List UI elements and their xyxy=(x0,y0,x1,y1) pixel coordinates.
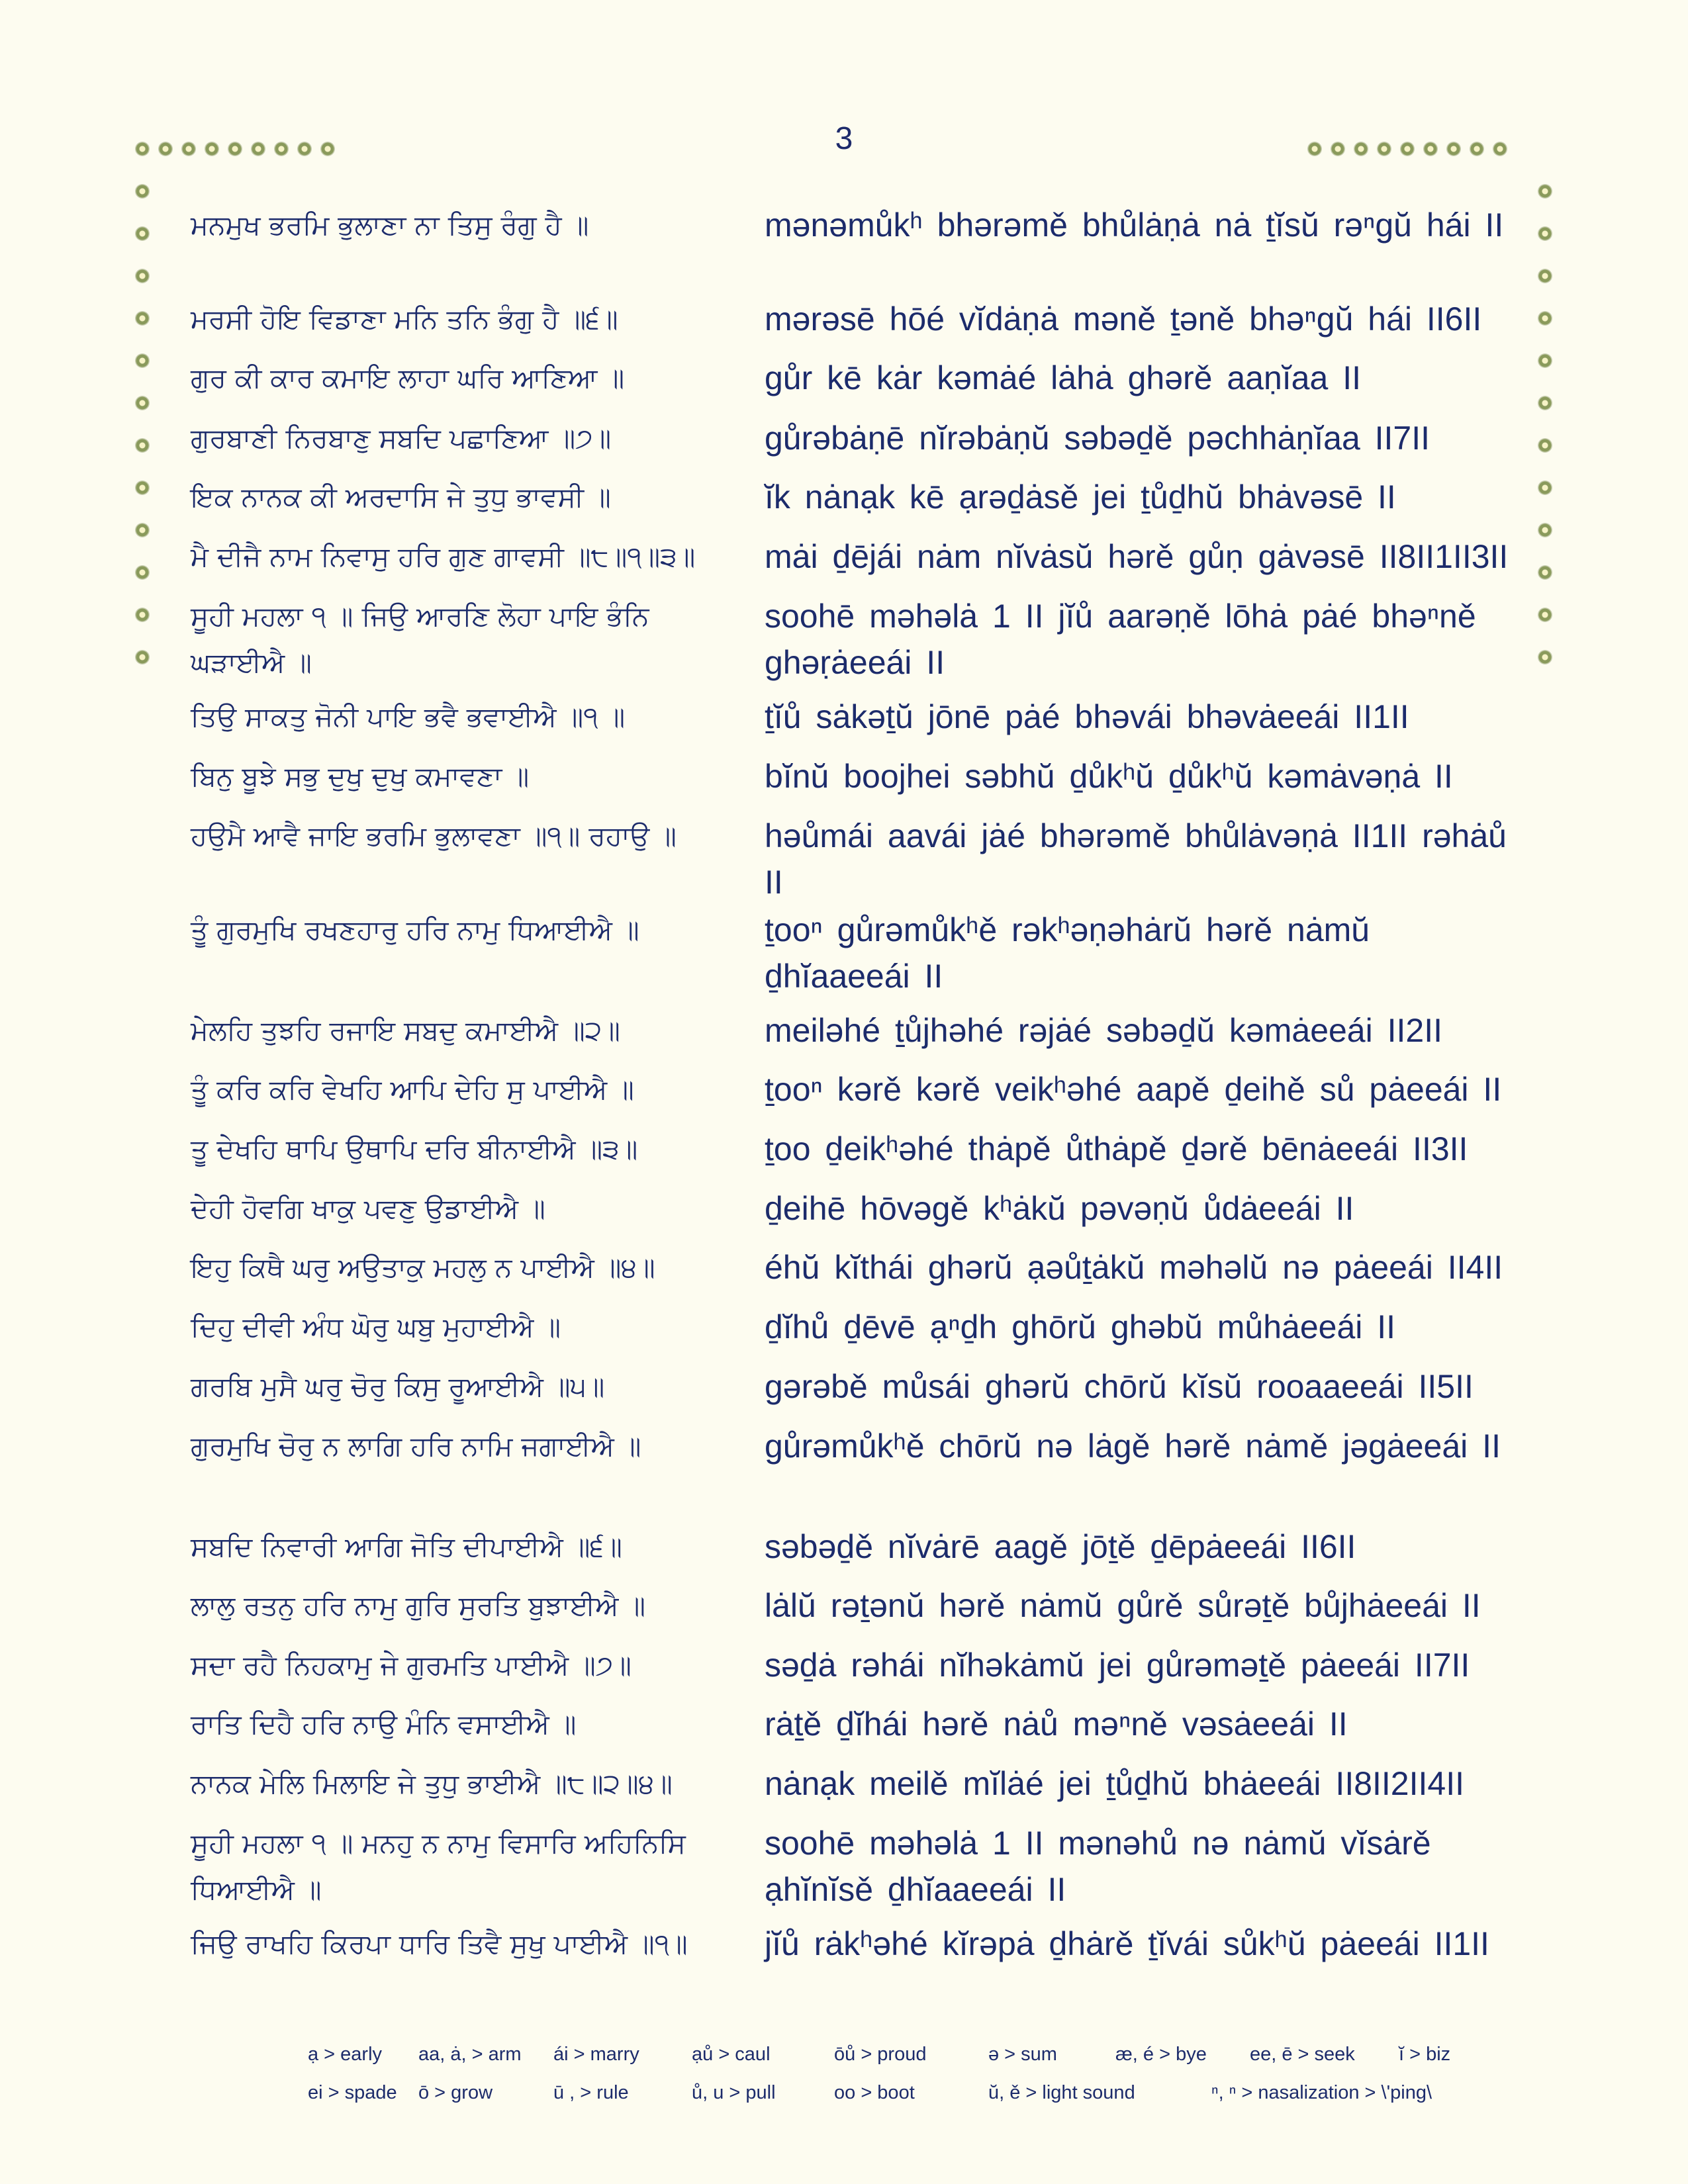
gurmukhi-text: ਜਿਉ ਰਾਖਹਿ ਕਿਰਪਾ ਧਾਰਿ ਤਿਵੈ ਸੁਖੁ ਪਾਈਐ ॥੧॥ xyxy=(191,1928,688,1960)
transliteration-text: həůmái aavái jȧé bhərəmě bhůlȧvəṇȧ II1II rəhȧů II xyxy=(765,817,1507,901)
transliteration-text: ṯoo ḏeikʰəhé thȧpě ůthȧpě ḏərě bēnȧeeái II3II xyxy=(765,1130,1468,1167)
transliteration-text: gůrəbȧṇē nĭrəbȧṇŭ səbəḏě pəchhȧṇĭaa II7II xyxy=(765,420,1430,457)
flower-ornament-icon xyxy=(1423,142,1438,156)
gurmukhi-text: ਗੁਰਮੁਖਿ ਚੋਰੁ ਨ ਲਾਗਿ ਹਰਿ ਨਾਮਿ ਜਗਾਈਐ ॥ xyxy=(191,1430,641,1462)
flower-ornament-icon xyxy=(1538,523,1552,537)
legend-item: ạů > caul xyxy=(692,2044,771,2065)
gurmukhi-text: ਤਿਉ ਸਾਕਤੁ ਜੋਨੀ ਪਾਇ ਭਵੈ ਭਵਾਈਐ ॥੧ ॥ xyxy=(191,701,626,733)
flower-ornament-icon xyxy=(135,353,150,368)
transliteration-text: ṯooⁿ gůrəmůkʰě rəkʰəṇəhȧrŭ hərě nȧmŭ ḏhĭaaeeái II xyxy=(765,911,1370,995)
flower-ornament-icon xyxy=(1354,142,1368,156)
gurmukhi-text: ਲਾਲੁ ਰਤਨੁ ਹਰਿ ਨਾਮੁ ਗੁਰਿ ਸੁਰਤਿ ਬੁਝਾਈਐ ॥ xyxy=(191,1590,646,1621)
flower-ornament-icon xyxy=(1538,311,1552,326)
legend-item: ō > grow xyxy=(418,2082,493,2103)
gurmukhi-text: ਸਬਦਿ ਨਿਵਾਰੀ ਆਗਿ ਜੋਤਿ ਦੀਪਾਈਐ ॥੬॥ xyxy=(191,1531,622,1563)
gurmukhi-text: ਸੂਹੀ ਮਹਲਾ ੧ ॥ ਜਿਉ ਆਰਣਿ ਲੋਹਾ ਪਾਇ ਭੰਨਿ ਘੜਾਈਐ ॥ xyxy=(191,600,649,678)
flower-ornament-icon xyxy=(1538,269,1552,283)
flower-ornament-icon xyxy=(228,142,242,156)
transliteration-text: soohē məhəlȧ 1 II jĭů aarəṇě lōhȧ pȧé bhəⁿně ghəṛȧeeái II xyxy=(765,598,1476,681)
gurmukhi-text: ਮਨਮੁਖ ਭਰਮਿ ਭੁਲਾਣਾ ਨਾ ਤਿਸੁ ਰੰਗੁ ਹੈ ॥ xyxy=(191,209,589,241)
transliteration-text: gůr kē kȧr kəmȧé lȧhȧ ghərě aaṇĭaa II xyxy=(765,359,1361,396)
legend-item: ⁿ, ⁿ > nasalization > \'ping\ xyxy=(1211,2082,1432,2103)
flower-ornament-icon xyxy=(1446,142,1461,156)
transliteration-text: gůrəmůkʰě chōrŭ nə lȧgě hərě nȧmě jəgȧeeái II xyxy=(765,1428,1501,1465)
transliteration-text: səḏȧ rəhái nĭhəkȧmŭ jei gůrəməṯě pȧeeái II7II xyxy=(765,1647,1470,1684)
gurmukhi-text: ਮੇਲਹਿ ਤੁਝਹਿ ਰਜਾਇ ਸਬਦੁ ਕਮਾਈਐ ॥੨॥ xyxy=(191,1015,620,1046)
gurmukhi-text: ਤੂੰ ਗੁਰਮੁਖਿ ਰਖਣਹਾਰੁ ਹਰਿ ਨਾਮੁ ਧਿਆਈਐ ॥ xyxy=(191,914,639,946)
transliteration-text: ḏĭhů ḏēvē ạⁿḏh ghōrŭ ghəbŭ můhȧeeái II xyxy=(765,1308,1396,1345)
transliteration-text: mənəmůkʰ bhərəmě bhůlȧṇȧ nȧ ṯĭsŭ rəⁿgŭ hái II xyxy=(765,206,1504,244)
transliteration-text: mȧi ḏējái nȧm nĭvȧsŭ hərě gůṇ gȧvəsē II8II1II3II xyxy=(765,538,1509,575)
legend-item: ōů > proud xyxy=(834,2044,927,2065)
transliteration-text: bĭnŭ boojhei səbhŭ ḏůkʰŭ ḏůkʰŭ kəmȧvəṇȧ II xyxy=(765,758,1453,795)
flower-ornament-icon xyxy=(135,396,150,410)
flower-ornament-icon xyxy=(1538,438,1552,453)
flower-ornament-icon xyxy=(135,226,150,241)
flower-ornament-icon xyxy=(135,142,150,156)
flower-ornament-icon xyxy=(1470,142,1484,156)
transliteration-text: nȧnạk meilě mĭlȧé jei ṯůḏhŭ bhȧeeái II8II2II4II xyxy=(765,1765,1464,1802)
flower-ornament-icon xyxy=(297,142,312,156)
flower-ornament-icon xyxy=(181,142,196,156)
flower-ornament-icon xyxy=(135,480,150,495)
flower-ornament-icon xyxy=(1538,226,1552,241)
flower-ornament-icon xyxy=(251,142,265,156)
flower-ornament-icon xyxy=(135,608,150,622)
flower-ornament-icon xyxy=(135,565,150,580)
flower-ornament-icon xyxy=(135,184,150,199)
transliteration-text: soohē məhəlȧ 1 II mənəhů nə nȧmŭ vĭsȧrě ạhĭnĭsě ḏhĭaaeeái II xyxy=(765,1825,1431,1908)
transliteration-text: mərəsē hōé vĭdȧṇȧ məně ṯəně bhəⁿgŭ hái II6II xyxy=(765,300,1482,338)
legend-item: ū , > rule xyxy=(553,2082,629,2103)
flower-ornament-icon xyxy=(1538,396,1552,410)
gurmukhi-text: ਦੇਹੀ ਹੋਵਗਿ ਖਾਕੁ ਪਵਣੁ ਉਡਾਈਐ ॥ xyxy=(191,1193,545,1224)
gurmukhi-text: ਇਕ ਨਾਨਕ ਕੀ ਅਰਦਾਸਿ ਜੇ ਤੁਧੁ ਭਾਵਸੀ ॥ xyxy=(191,481,611,513)
flower-ornament-icon xyxy=(1493,142,1507,156)
gurmukhi-text: ਗਰਬਿ ਮੁਸੈ ਘਰੁ ਚੋਰੁ ਕਿਸੁ ਰੂਆਈਐ ॥੫॥ xyxy=(191,1371,605,1402)
flower-ornament-icon xyxy=(320,142,335,156)
legend-item: ŭ, ě > light sound xyxy=(988,2082,1135,2103)
gurmukhi-text: ਹਉਮੈ ਆਵੈ ਜਾਇ ਭਰਮਿ ਭੁਲਾਵਣਾ ॥੧॥ ਰਹਾਉ ॥ xyxy=(191,820,677,852)
page-number: 3 xyxy=(835,121,853,156)
flower-ornament-icon xyxy=(274,142,289,156)
gurmukhi-text: ਦਿਹੁ ਦੀਵੀ ਅੰਧ ਘੋਰੁ ਘਬੁ ਮੁਹਾਈਐ ॥ xyxy=(191,1311,561,1343)
flower-ornament-icon xyxy=(135,523,150,537)
flower-ornament-icon xyxy=(158,142,173,156)
flower-ornament-icon xyxy=(1331,142,1345,156)
gurmukhi-text: ਸਦਾ ਰਹੈ ਨਿਹਕਾਮੁ ਜੇ ਗੁਰਮਤਿ ਪਾਈਐ ॥੭॥ xyxy=(191,1649,632,1681)
gurmukhi-text: ਬਿਨੁ ਬੂਝੇ ਸਭੁ ਦੁਖੁ ਦੁਖੁ ਕਮਾਵਣਾ ॥ xyxy=(191,760,530,792)
flower-ornament-icon xyxy=(1538,184,1552,199)
flower-ornament-icon xyxy=(1538,650,1552,664)
flower-ornament-icon xyxy=(1377,142,1391,156)
gurmukhi-text: ਗੁਰਬਾਣੀ ਨਿਰਬਾਣੁ ਸਬਦਿ ਪਛਾਣਿਆ ॥੭॥ xyxy=(191,422,612,454)
flower-ornament-icon xyxy=(135,269,150,283)
transliteration-text: ḏeihē hōvəgě kʰȧkŭ pəvəṇŭ ůdȧeeái II xyxy=(765,1190,1354,1227)
legend-item: æ, é > bye xyxy=(1115,2044,1207,2065)
legend-item: ee, ē > seek xyxy=(1250,2044,1355,2065)
flower-ornament-icon xyxy=(135,650,150,664)
legend-item: ů, u > pull xyxy=(692,2082,776,2103)
transliteration-text: gərəbě můsái ghərŭ chōrŭ kĭsŭ rooaaeeái II5II xyxy=(765,1368,1474,1405)
flower-ornament-icon xyxy=(1538,353,1552,368)
transliteration-text: jĭů rȧkʰəhé kĭrəpȧ ḏhȧrě ṯĭvái sůkʰŭ pȧeeái II1II xyxy=(765,1925,1489,1962)
flower-ornament-icon xyxy=(135,438,150,453)
flower-ornament-icon xyxy=(205,142,219,156)
legend-item: ạ > early xyxy=(308,2044,383,2065)
legend-item: aa, ȧ, > arm xyxy=(418,2044,522,2065)
flower-ornament-icon xyxy=(1538,565,1552,580)
transliteration-text: ṯooⁿ kərě kərě veikʰəhé aapě ḏeihě sů pȧeeái II xyxy=(765,1071,1502,1108)
gurmukhi-text: ਇਹੁ ਕਿਥੈ ਘਰੁ ਅਉਤਾਕੁ ਮਹਲੁ ਨ ਪਾਈਐ ॥੪॥ xyxy=(191,1251,655,1283)
transliteration-text: ĭk nȧnạk kē ạrəḏȧsě jei ṯůḏhŭ bhȧvəsē II xyxy=(765,478,1396,516)
gurmukhi-text: ਨਾਨਕ ਮੇਲਿ ਮਿਲਾਇ ਜੇ ਤੁਧੁ ਭਾਈਐ ॥੮॥੨॥੪॥ xyxy=(191,1768,673,1799)
transliteration-text: rȧṯě ḏĭhái hərě nȧů məⁿně vəsȧeeái II xyxy=(765,1706,1348,1743)
transliteration-text: lȧlŭ rəṯənŭ hərě nȧmŭ gůrě sůrəṯě bůjhȧeeái II xyxy=(765,1587,1481,1624)
transliteration-text: səbəḏě nĭvȧrē aagě jōṯě ḏēpȧeeái II6II xyxy=(765,1528,1356,1565)
gurmukhi-text: ਤੂੰ ਕਰਿ ਕਰਿ ਵੇਖਹਿ ਆਪਿ ਦੇਹਿ ਸੁ ਪਾਈਐ ॥ xyxy=(191,1073,634,1105)
flower-ornament-icon xyxy=(1538,608,1552,622)
legend-item: ái > marry xyxy=(553,2044,639,2065)
flower-ornament-icon xyxy=(1307,142,1322,156)
legend-item: ĭ > biz xyxy=(1399,2044,1451,2065)
flower-ornament-icon xyxy=(135,311,150,326)
legend-item: ə > sum xyxy=(988,2044,1057,2065)
flower-ornament-icon xyxy=(1400,142,1415,156)
gurmukhi-text: ਮੈ ਦੀਜੈ ਨਾਮ ਨਿਵਾਸੁ ਹਰਿ ਗੁਣ ਗਾਵਸੀ ॥੮॥੧॥੩॥ xyxy=(191,541,696,572)
gurmukhi-text: ਗੁਰ ਕੀ ਕਾਰ ਕਮਾਇ ਲਾਹਾ ਘਰਿ ਆਣਿਆ ॥ xyxy=(191,362,625,394)
gurmukhi-text: ਸੂਹੀ ਮਹਲਾ ੧ ॥ ਮਨਹੁ ਨ ਨਾਮੁ ਵਿਸਾਰਿ ਅਹਿਨਿਸਿ ਧਿਆਈਐ ॥ xyxy=(191,1827,686,1905)
gurmukhi-text: ਮਰਸੀ ਹੋਇ ਵਿਡਾਣਾ ਮਨਿ ਤਨਿ ਭੰਗੁ ਹੈ ॥੬॥ xyxy=(191,303,618,335)
transliteration-text: éhŭ kĭthái ghərŭ ạəůṯȧkŭ məhəlŭ nə pȧeeái II4II xyxy=(765,1249,1503,1286)
gurmukhi-text: ਤੂ ਦੇਖਹਿ ਥਾਪਿ ਉਥਾਪਿ ਦਰਿ ਬੀਨਾਈਐ ॥੩॥ xyxy=(191,1133,638,1165)
legend-item: ei > spade xyxy=(308,2082,397,2103)
transliteration-text: meiləhé ṯůjhəhé rəjȧé səbəḏŭ kəmȧeeái II2II xyxy=(765,1012,1442,1049)
flower-ornament-icon xyxy=(1538,480,1552,495)
legend-item: oo > boot xyxy=(834,2082,915,2103)
gurmukhi-text: ਰਾਤਿ ਦਿਹੈ ਹਰਿ ਨਾਉ ਮੰਨਿ ਵਸਾਈਐ ॥ xyxy=(191,1708,577,1740)
transliteration-text: ṯĭů sȧkəṯŭ jōnē pȧé bhəvái bhəvȧeeái II1II xyxy=(765,698,1409,735)
